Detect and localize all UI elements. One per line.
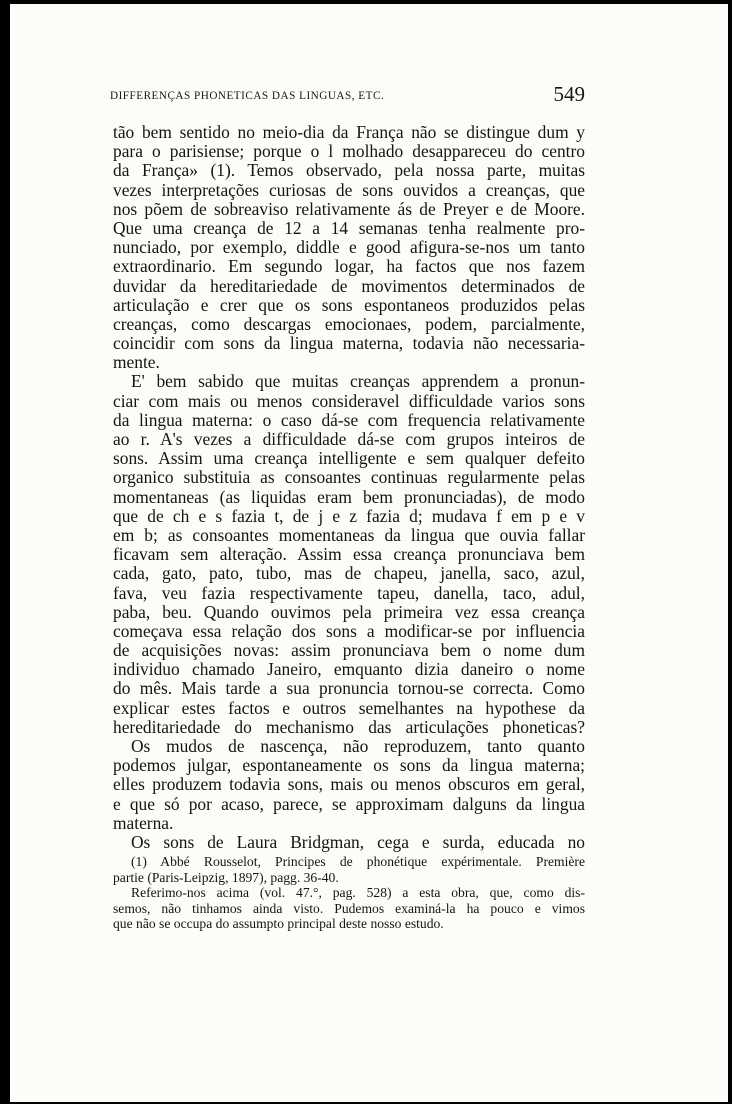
text-line: extraordinario. Em segundo logar, ha factos que nos fazem xyxy=(113,257,585,277)
text-line: cada, gato, pato, tubo, mas de chapeu, janella, saco, azul, xyxy=(113,564,585,584)
text-line: Os sons de Laura Bridgman, cega e surda, educada no xyxy=(131,832,585,852)
text-line: que de ch e s fazia t, de j e z fazia d; mudava f em p e v xyxy=(113,506,585,526)
text-line: podemos julgar, espontaneamente os sons da lingua materna; xyxy=(113,756,585,776)
footnote-line: semos, não tinhamos ainda visto. Pudemos examiná-la ha pouco e vimos xyxy=(113,900,585,916)
text-line: hereditariedade do mechanismo das articulações phoneticas? xyxy=(113,717,585,737)
text-line: fava, veu fazia respectivamente tapeu, danella, taco, adul, xyxy=(113,583,585,603)
text-line: vezes interpretações curiosas de sons ouvidos a creanças, que xyxy=(113,180,585,200)
footnote-line: partie (Paris-Leipzig, 1897), pagg. 36-40. xyxy=(113,869,339,885)
text-line: E' bem sabido que muitas creanças apprendem a pronun- xyxy=(131,372,585,392)
text-line: da França» (1). Temos observado, pela nossa parte, muitas xyxy=(113,161,585,181)
page-number: 549 xyxy=(553,82,585,106)
body-text xyxy=(113,123,585,852)
text-line: em b; as consoantes momentaneas da lingua que ouvia fallar xyxy=(113,525,585,545)
text-line: e que só por acaso, parece, se approximam dalguns da lingua xyxy=(113,794,585,814)
text-line: explicar estes factos e outros semelhantes na hypothese da xyxy=(113,698,585,718)
text-line: articulação e crer que os sons espontaneos produzidos pelas xyxy=(113,295,585,315)
text-line: elles produzem todavia sons, mais ou menos obscuros em geral, xyxy=(113,775,585,795)
text-line: do mês. Mais tarde a sua pronuncia tornou-se correcta. Como xyxy=(113,679,585,699)
text-line: materna. xyxy=(113,812,174,833)
text-line: de acquisições novas: assim pronunciava bem o nome dum xyxy=(113,641,585,661)
text-line: Que uma creança de 12 a 14 semanas tenha realmente pro- xyxy=(113,218,585,238)
text-line: Os mudos de nascença, não reproduzem, tanto quanto xyxy=(131,737,585,756)
text-line: sons. Assim uma creança intelligente e sem qualquer defeito xyxy=(113,449,585,469)
text-line: creanças, como descargas emocionaes, podem, parcialmente, xyxy=(113,314,585,334)
text-line: organico substituia as consoantes continuas regularmente pelas xyxy=(113,468,585,488)
footnote-line: que não se occupa do assumpto principal deste nosso estudo. xyxy=(113,916,444,932)
text-line: mente. xyxy=(113,352,160,373)
text-line: ao r. A's vezes a difficuldade dá-se com grupos inteiros de xyxy=(113,430,585,449)
text-line: momentaneas (as liquidas eram bem pronunciadas), de modo xyxy=(113,487,585,507)
footnotes xyxy=(113,854,585,932)
footnote-line: (1) Abbé Rousselot, Principes de phonétique expérimentale. Première xyxy=(131,854,585,869)
text-line: duvidar da hereditariedade de movimentos determinados de xyxy=(113,276,585,296)
text-line: individuo chamado Janeiro, emquanto dizia daneiro o nome xyxy=(113,660,585,680)
text-line: tão bem sentido no meio-dia da França não se distingue dum y xyxy=(113,123,585,142)
text-line: coincidir com sons da lingua materna, todavia não necessaria- xyxy=(113,334,585,354)
text-line: para o parisiense; porque o l molhado desappareceu do centro xyxy=(113,142,585,162)
footnote-line: Referimo-nos acima (vol. 47.°, pag. 528) a esta obra, que, como dis- xyxy=(131,885,585,901)
page-header xyxy=(110,82,585,112)
text-line: começava essa relação dos sons a modificar-se por influencia xyxy=(113,621,585,641)
book-page xyxy=(10,4,728,1102)
text-line: ficavam sem alteração. Assim essa creança pronunciava bem xyxy=(113,545,585,565)
text-line: paba, beu. Quando ouvimos pela primeira vez essa creança xyxy=(113,602,585,622)
running-title: DIFFERENÇAS PHONETICAS DAS LINGUAS, ETC. xyxy=(110,90,385,102)
text-line: nos põem de sobreaviso relativamente ás de Preyer e de Moore. xyxy=(113,199,585,219)
text-line: da lingua materna: o caso dá-se com frequencia relativamente xyxy=(113,410,585,430)
text-line: nunciado, por exemplo, diddle e good afigura-se-nos um tanto xyxy=(113,238,585,258)
text-line: ciar com mais ou menos consideravel difficuldade varios sons xyxy=(113,391,585,411)
